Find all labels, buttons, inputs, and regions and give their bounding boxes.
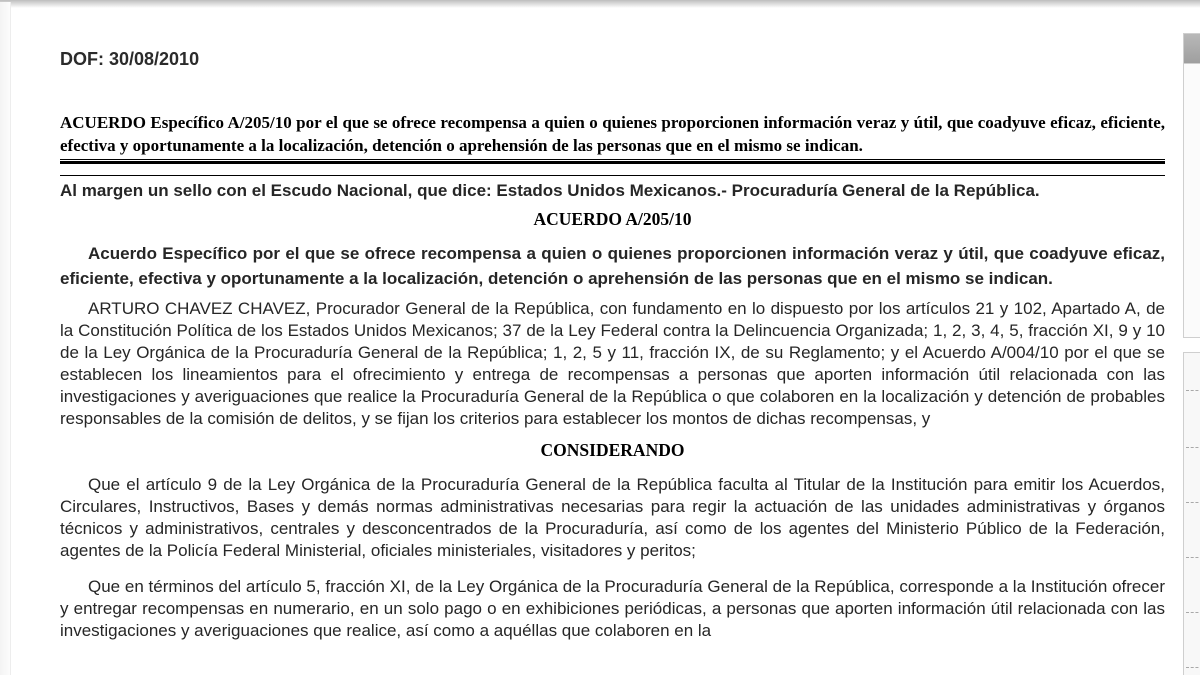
list-separator	[1186, 502, 1200, 503]
sidebar-widget-top	[1183, 33, 1200, 338]
document-content	[60, 0, 1165, 642]
acuerdo-summary-paragraph: Acuerdo Específico por el que se ofrece recompensa a quien o quienes proporcionen información veraz y útil, que coadyuve eficaz, eficiente, efectiva y oportunamente a la localización, detención o aprehensión de las personas que en el mismo se indican.	[60, 244, 1165, 288]
margin-note: Al margen un sello con el Escudo Nacional, que dice: Estados Unidos Mexicanos.- Procuraduría General de la República.	[60, 181, 1040, 200]
list-separator	[1186, 390, 1200, 391]
list-separator	[1186, 447, 1200, 448]
dof-date-label: DOF: 30/08/2010	[60, 49, 200, 69]
considerando-heading: CONSIDERANDO	[540, 440, 685, 460]
list-separator	[1186, 612, 1200, 613]
list-separator	[1186, 557, 1200, 558]
sidebar-widget-header	[1184, 34, 1200, 64]
considerando-paragraph-2: Que en términos del artículo 5, fracción XI, de la Ley Orgánica de la Procuraduría General de la República, corresponde a la Institución ofrecer y entregar recompensas en numerario, en un solo pago o en exhibiciones periódicas, a personas que aporten información útil relacionada con las investigaciones y averiguaciones que realice, así como a aquéllas que colaboren en la	[60, 577, 1165, 640]
considerando-paragraph-1: Que el artículo 9 de la Ley Orgánica de la Procuraduría General de la República faculta al Titular de la Institución para emitir los Acuerdos, Circulares, Instructivos, Bases y demás normas administrativas necesarias para regir la actuación de las unidades administrativas y órganos técnicos y administrativos, centrales y desconcentrados de la Procuraduría, así como de los agentes del Ministerio Público de la Federación, agentes de la Policía Federal Ministerial, oficiales ministeriales, visitadores y peritos;	[60, 475, 1165, 560]
thick-divider	[60, 161, 1165, 164]
preamble-paragraph: ARTURO CHAVEZ CHAVEZ, Procurador General de la República, con fundamento en lo dispuesto por los artículos 21 y 102, Apartado A, de la Constitución Política de los Estados Unidos Mexicanos; 37 de la Ley Federal contra la Delincuencia Organizada; 1, 2, 3, 4, 5, fracción XI, 9 y 10 de la Ley Orgánica de la Procuraduría General de la República; 1, 2, 5 y 11, fracción IX, de su Reglamento; y el Acuerdo A/004/10 por el que se establecen los lineamientos para el ofrecimiento y entrega de recompensas a personas que aporten información útil relacionada con las investigaciones y averiguaciones que realice la Procuraduría General de la República o que colaboren en la localización y detención de probables responsables de la comisión de delitos, y se fijan los criterios para establecer los montos de dichas recompensas, y	[60, 299, 1165, 428]
acuerdo-heading: ACUERDO A/205/10	[533, 209, 692, 229]
document-title: ACUERDO Específico A/205/10 por el que se ofrece recompensa a quien o quienes proporcionen información veraz y útil, que coadyuve eficaz, eficiente, efectiva y oportunamente a la localización, detención o aprehensión de las personas que en el mismo se indican.	[60, 111, 1165, 160]
list-separator	[1186, 667, 1200, 668]
sidebar-widget-bottom	[1183, 352, 1200, 675]
page-left-shadow	[0, 2, 11, 675]
thin-divider	[60, 175, 1165, 176]
